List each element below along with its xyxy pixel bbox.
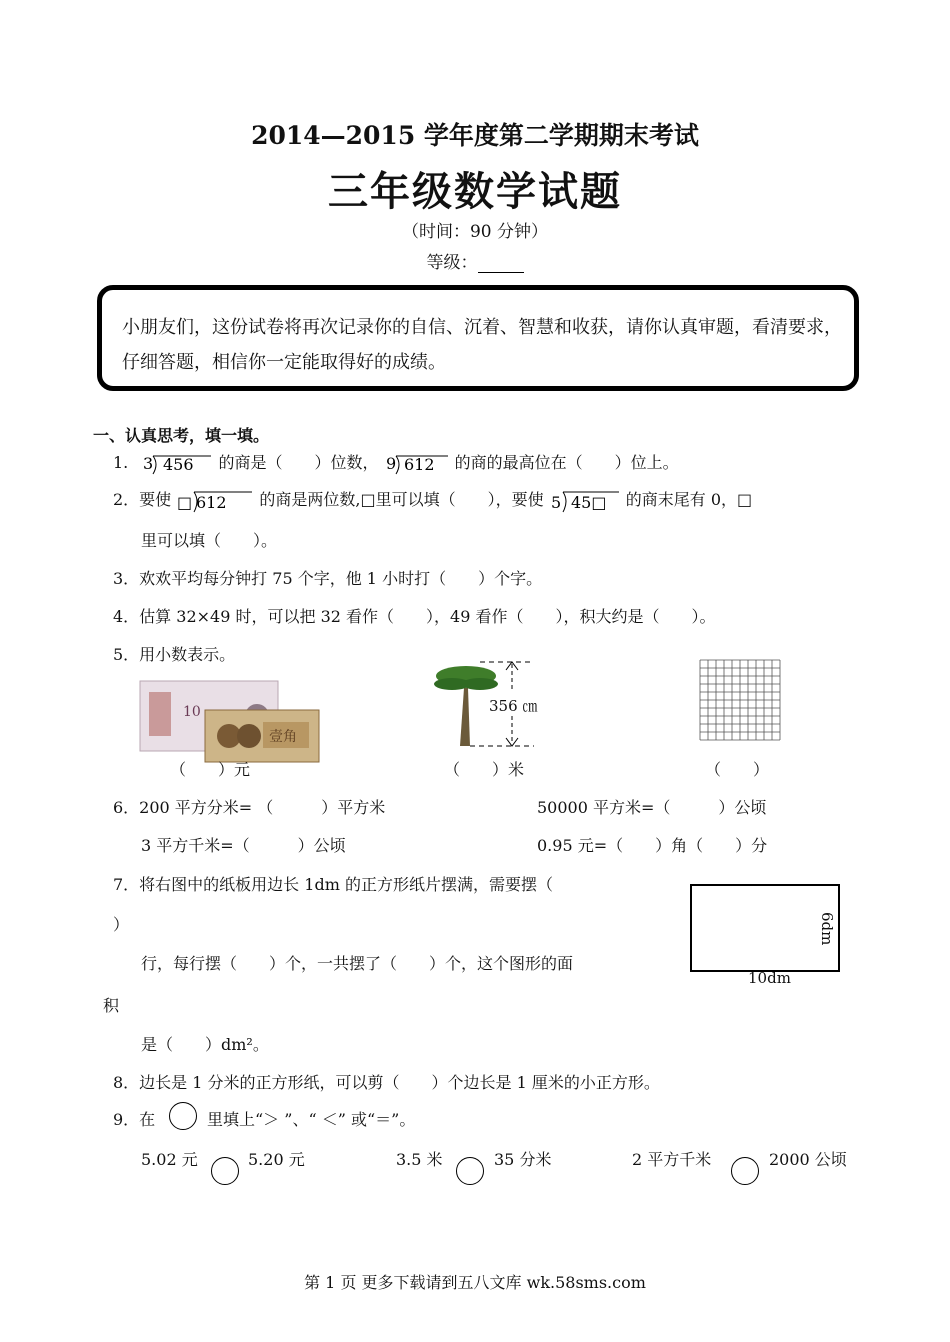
svg-text:9: 9 [385,453,396,473]
division-bracket-4 [549,488,621,514]
compare-1-left: 5.02 元 [141,1150,198,1169]
svg-text:5: 5 [550,492,561,512]
question-6d: 0.95 元=（ ）角（ ）分 [537,836,768,855]
question-7-line1b: ） [113,915,130,934]
tree-height-label: 356 ㎝ [489,697,538,715]
question-7-line1: 7．将右图中的纸板用边长 1dm 的正方形纸片摆满，需要摆（ [113,875,553,894]
svg-text:612: 612 [196,492,227,512]
money-image [139,680,321,764]
compare-2-right: 35 分米 [494,1150,552,1169]
rectangle-height-label: 6dm [818,912,836,946]
svg-text:3: 3 [143,453,154,473]
svg-text:456: 456 [163,454,194,474]
intro-text: 小朋友们，这份试卷将再次记录你的自信、沉着、智慧和收获，请你认真审题，看清要求，仔细答题，相信你一定能取得好的成绩。 [122,317,842,373]
example-circle-icon [169,1102,197,1130]
question-7-line2: 行，每行摆（ ）个，一共摆了（ ）个，这个图形的面 [141,954,574,973]
compare-1-circle[interactable] [211,1157,239,1185]
compare-3-right: 2000 公顷 [769,1150,847,1169]
rectangle-width-label: 10dm [748,969,791,987]
division-bracket-1 [141,452,213,476]
grade-line [0,248,950,273]
question-5: 5．用小数表示。 [113,645,236,664]
question-6b: 50000 平方米=（ ）公顷 [537,798,767,817]
question-7-line2b: 积 [103,996,120,1015]
compare-2-left: 3.5 米 [396,1150,443,1169]
question-9-b: 里填上“＞ ”、“ ＜” 或“＝”。 [207,1110,416,1129]
grade-label: 等级： [426,253,478,273]
svg-text:45□: 45□ [570,492,607,512]
question-1: 1. 3 456 的商是（ ）位数， 9 612 的商的最高位在（ ）位上。 [113,453,679,474]
compare-1-right: 5.20 元 [248,1150,305,1169]
page-footer: 第 1 页 更多下载请到五八文库 wk.58sms.com [304,1273,646,1292]
question-7-line3: 是（ ）dm²。 [141,1035,269,1054]
intro-box [97,285,859,391]
svg-text:612: 612 [403,454,435,474]
compare-3-circle[interactable] [731,1157,759,1185]
exam-title: 2014—2015 学年度第二学期期末考试 [251,121,699,150]
money-1-value: 10 [183,704,201,720]
answer-grid[interactable]: （ ） [705,760,770,779]
grade-blank[interactable] [478,256,524,273]
section-heading: 一、认真思考，填一填。 [93,426,270,445]
compare-3-left: 2 平方千米 [632,1150,712,1169]
time-limit: （时间：90 分钟） [401,222,549,242]
division-bracket-3 [176,488,254,514]
answer-money[interactable]: （ ）元 [170,760,251,779]
question-4: 4．估算 32×49 时，可以把 32 看作（ ），49 看作（ ），积大约是（ ）。 [113,607,716,626]
svg-text:□: □ [177,492,193,512]
question-6a: 6．200 平方分米= （ ）平方米 [113,798,386,817]
compare-2-circle[interactable] [456,1157,484,1185]
grid-image [699,659,781,743]
money-2-value: 壹角 [269,729,297,745]
question-2: 2．要使 □ 612 的商是两位数,□里可以填（ ），要使 5 45□ 的商末尾有 0，□ [113,487,752,514]
question-8: 8．边长是 1 分米的正方形纸，可以剪（ ）个边长是 1 厘米的小正方形。 [113,1073,660,1092]
question-3: 3．欢欢平均每分钟打 75 个字，他 1 小时打（ ）个字。 [113,569,543,588]
exam-subtitle: 三年级数学试题 [328,168,622,215]
answer-tree[interactable]: （ ）米 [444,760,525,779]
question-9-a: 9．在 [113,1110,156,1129]
question-6c: 3 平方千米=（ ）公顷 [141,836,346,855]
question-2-line2: 里可以填（ ）。 [141,531,278,550]
division-bracket-2 [384,452,450,476]
